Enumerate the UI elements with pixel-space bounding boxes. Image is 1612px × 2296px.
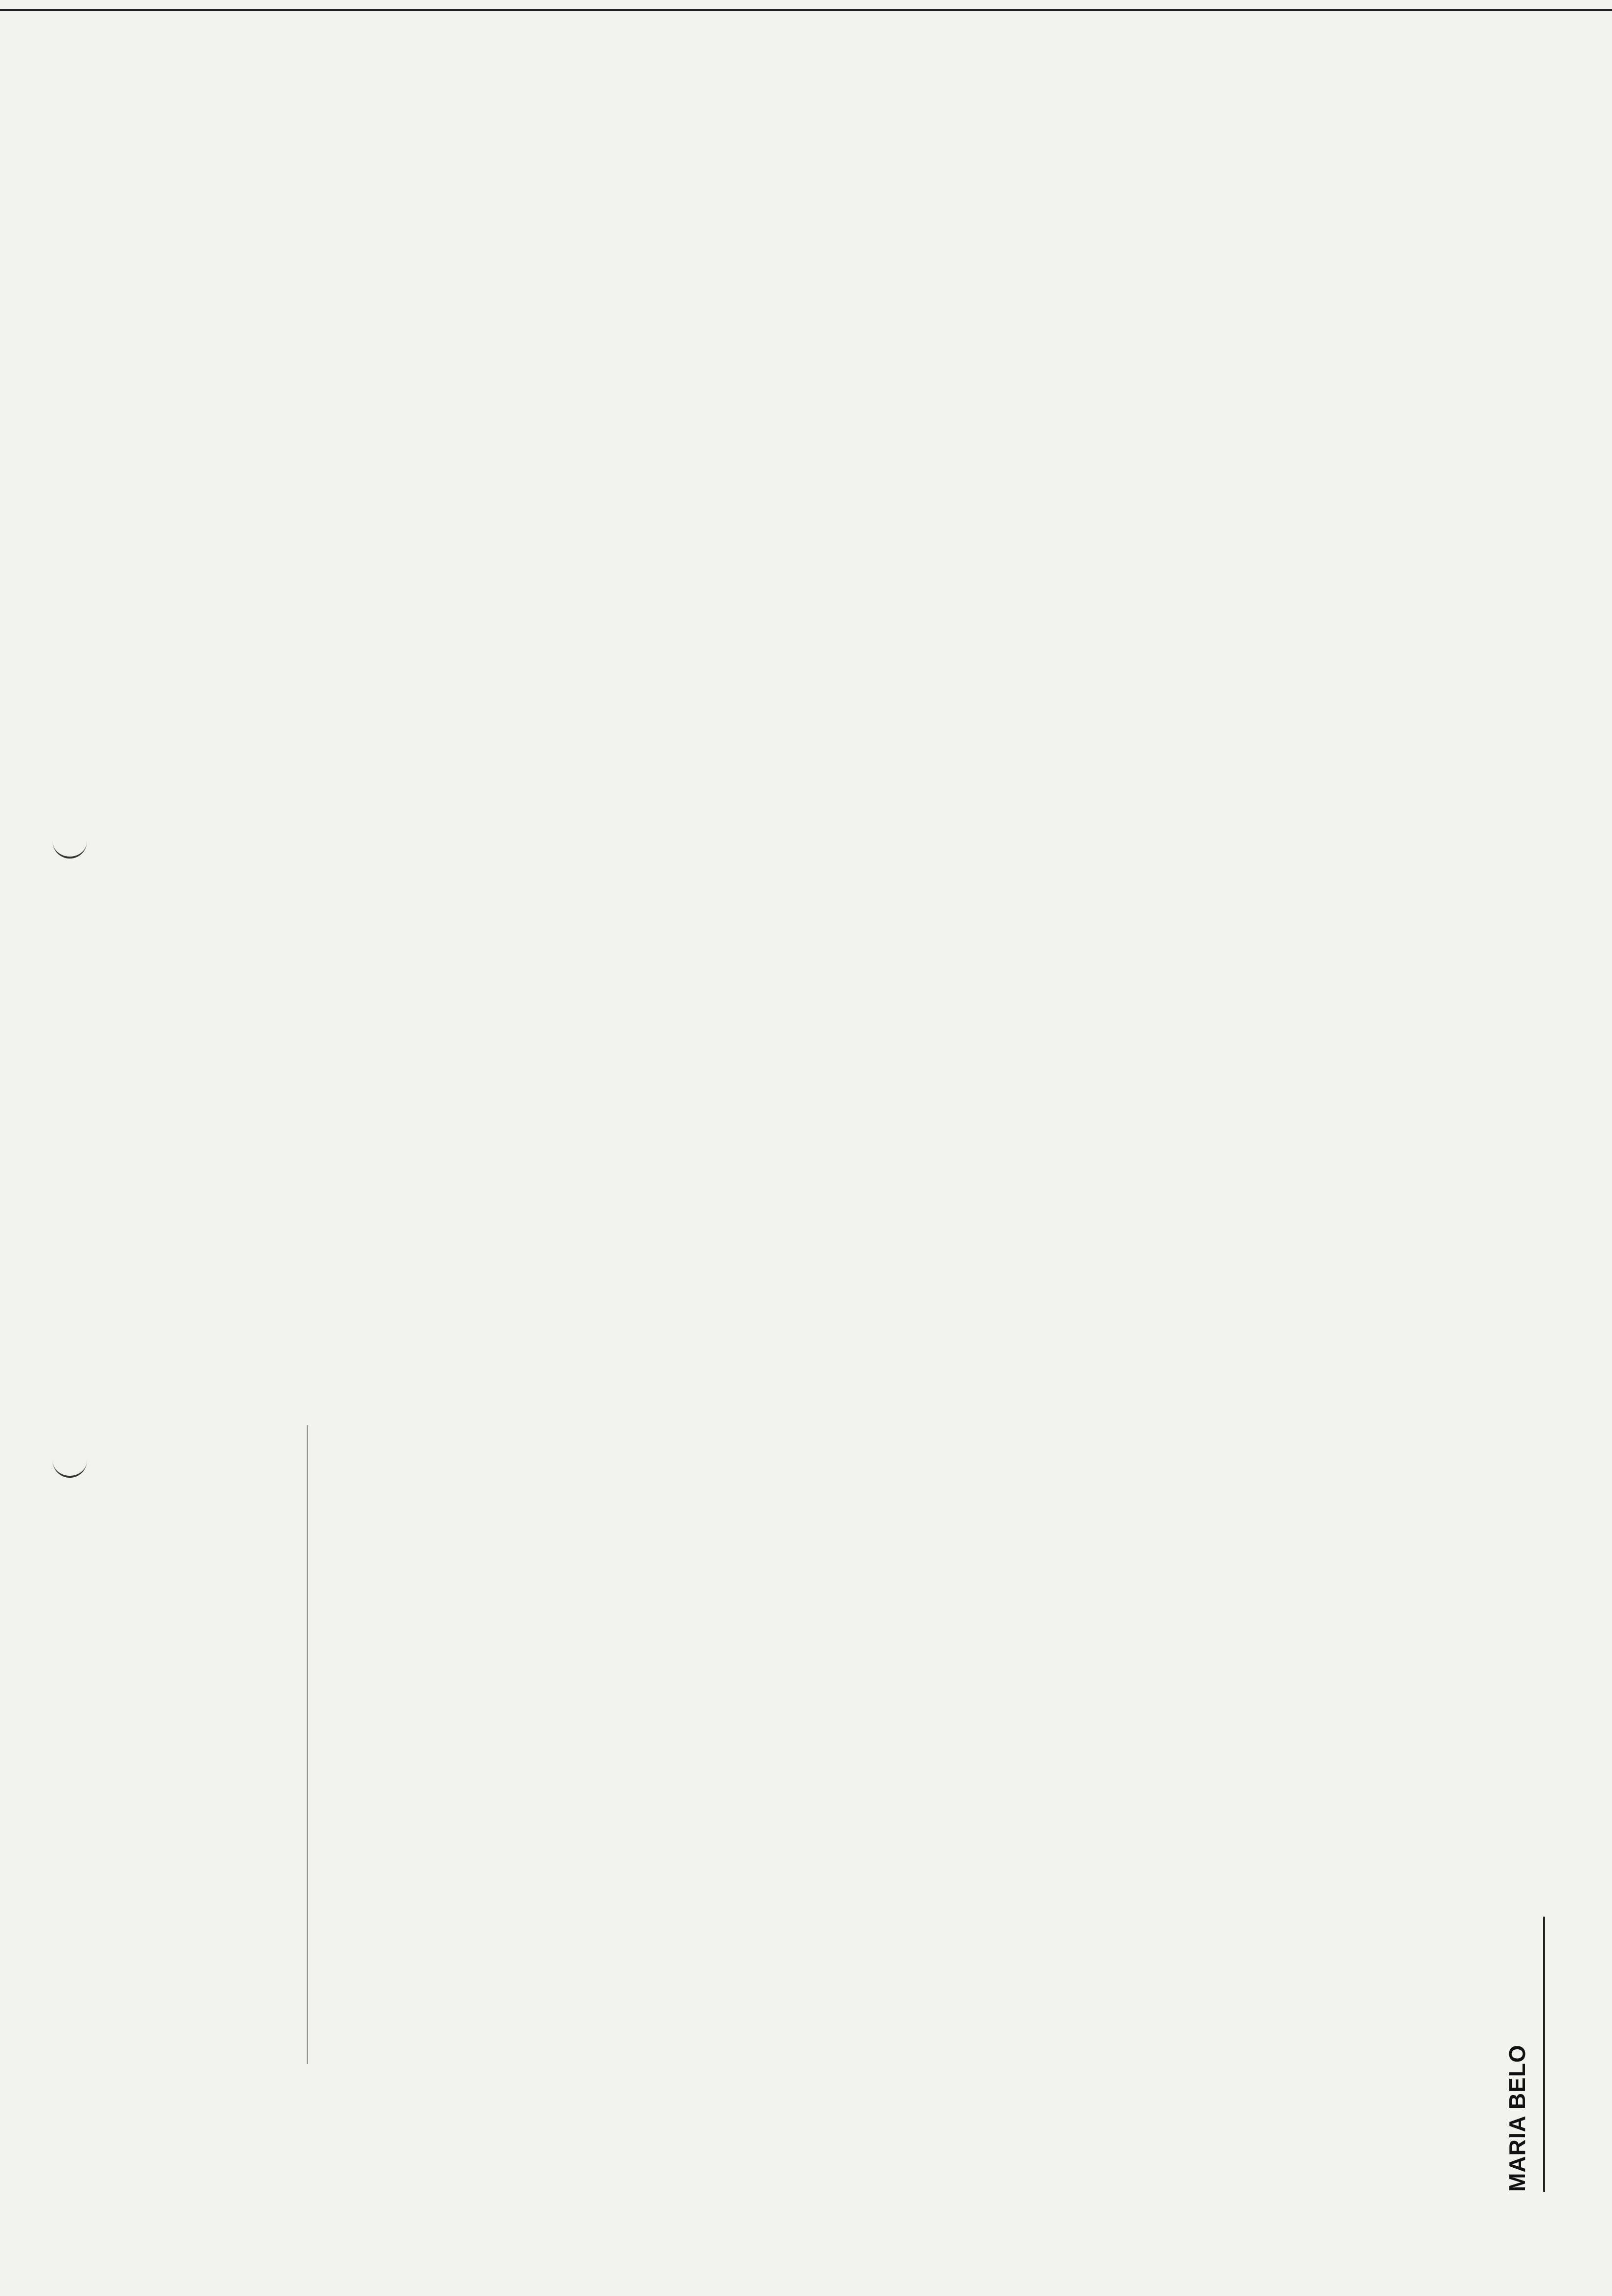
binder-hole-mark	[53, 1456, 87, 1478]
byline: MARIA BELO	[1504, 2044, 1530, 2192]
newspaper-clipping	[1484, 108, 1612, 2221]
binder-hole-mark	[53, 837, 87, 859]
page-top-rule	[0, 9, 1612, 11]
byline-rule	[1543, 1917, 1545, 2192]
margin-line	[307, 1425, 308, 2064]
